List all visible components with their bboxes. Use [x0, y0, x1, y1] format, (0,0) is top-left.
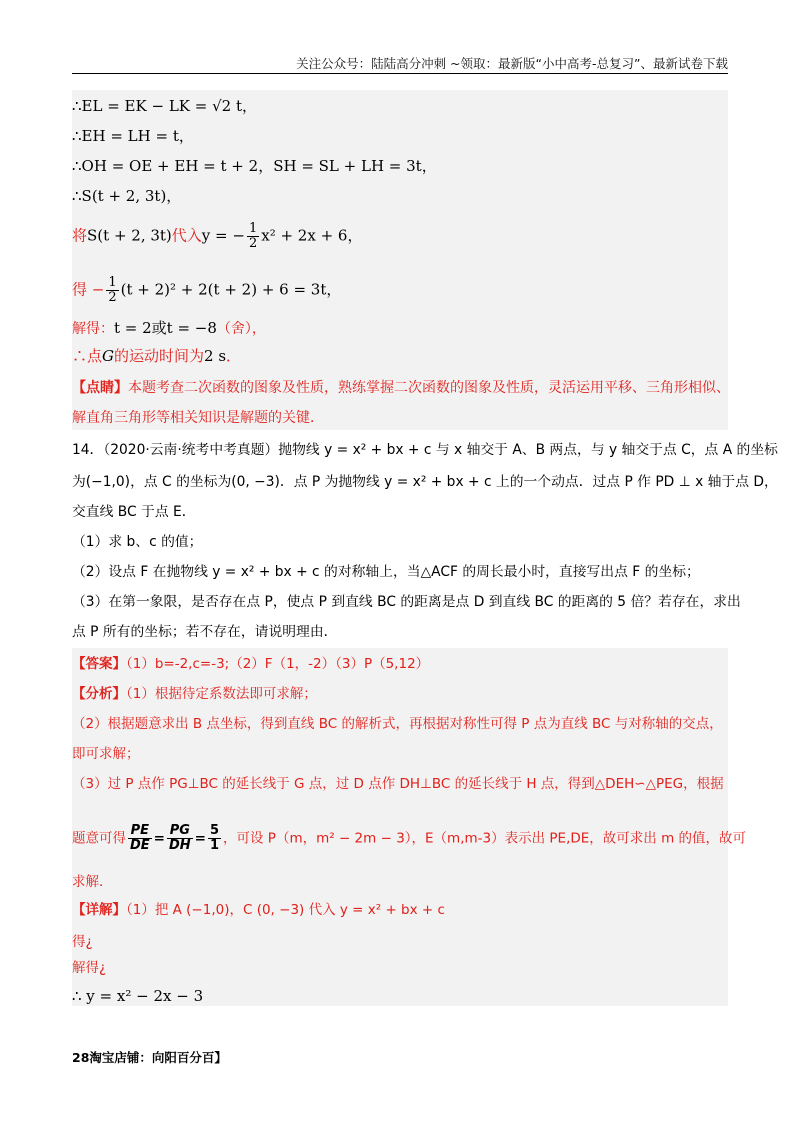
prev-fraction-half [247, 222, 259, 251]
analysis-line-1 [72, 684, 728, 704]
prev-line-6 [72, 276, 728, 305]
prev-line-5-eq: y = − [201, 226, 245, 245]
analysis-line-3c: 求解． [72, 874, 113, 890]
tip-line-2: 解直角三角形等相关知识是解题的关键． [72, 410, 324, 426]
q14-line-1: 14．（2020·云南·统考中考真题）抛物线 y = x² + bx + c 与 x 轴交于 A、B 两点，与 y 轴交于点 C，点 A 的坐标 [72, 442, 778, 458]
prev-line-6-rest: (t + 2)² + 2(t + 2) + 6 = 3t， [120, 280, 342, 299]
tip-text-1: 本题考查二次函数的图象及性质，熟练掌握二次函数的图象及性质，灵活运用平移、三角形相似、 [128, 380, 730, 396]
analysis-line-3b: 题意可得 $\frac{PE}{DE}$ = $\frac{PG}{DH}$ = $\frac{5}{1}$ ，可设 P（m，m² − 2m − 3），E（m,m-3）表示出 PE,DE，故可求出 m 的值，故可 [72, 823, 747, 853]
answer-label: 【答案】 [72, 656, 126, 672]
prev-line-6-pre: 得 − [72, 280, 105, 299]
frac-den: DH [168, 838, 191, 853]
prev-line-5 [72, 222, 728, 251]
prev-line-5-pre: 将 [72, 226, 88, 245]
frac-den: 2 [108, 290, 117, 305]
prev-line-8-val: 2 s [204, 347, 227, 365]
analysis-3b-post: ，可设 P（m，m² − 2m − 3），E（m,m-3）表示出 PE,DE，故可求出 m 的值，故可 [223, 830, 747, 847]
detail-line-3: 解得¿ [72, 960, 107, 976]
q14-line-2: 为(−1,0)，点 C 的坐标为(0, −3)．点 P 为抛物线 y = x² + bx + c 上的一个动点．过点 P 作 PD ⊥ x 轴于点 D， [72, 474, 778, 490]
answer-line [72, 654, 728, 674]
analysis-line-2b: 即可求解； [72, 746, 140, 762]
analysis-line-2a: （2）根据题意求出 B 点坐标，得到直线 BC 的解析式，再根据对称性可得 P 点为直线 BC 与对称轴的交点， [72, 716, 723, 732]
page-header: 关注公众号：陆陆高分冲刺 ~领取：最新版“小中高考-总复习”、最新试卷下载 [296, 56, 728, 71]
q14-part-3a: （3）在第一象限，是否存在点 P，使点 P 到直线 BC 的距离是点 D 到直线 BC 的距离的 5 倍？若存在，求出 [72, 594, 741, 610]
frac-num: 5 [209, 823, 220, 838]
prev-line-5-s: S(t + 2, 3t) [87, 226, 172, 245]
tip-line-1 [72, 378, 728, 398]
prev-line-8-end: ． [226, 347, 242, 365]
detail-line-4: ∴ y = x² − 2x − 3 [72, 987, 204, 1005]
detail-d1: （1）把 A (−1,0)，C (0, −3) 代入 y = x² + bx + c [126, 902, 445, 918]
answer-text: （1）b=-2,c=-3;（2）F（1，-2）（3）P（5,12） [126, 656, 430, 672]
prev-line-5-rest: x² + 2x + 6， [261, 226, 363, 245]
q14-part-1: （1）求 b、c 的值； [72, 534, 203, 550]
frac-den: 2 [248, 236, 258, 251]
q14-part-2: （2）设点 F 在抛物线 y = x² + bx + c 的对称轴上，当△ACF 的周长最小时，直接写出点 F 的坐标； [72, 564, 700, 580]
fraction-5-1 [208, 824, 221, 853]
fraction-pg-dh [167, 824, 193, 853]
prev-line-1: ∴EL = EK − LK = √2 t， [72, 97, 257, 115]
frac-num: 1 [108, 275, 117, 290]
analysis-a1: （1）根据待定系数法即可求解； [126, 686, 317, 702]
frac-num: 1 [248, 221, 258, 236]
analysis-3b-pre: 题意可得 [72, 830, 126, 847]
detail-line-1 [72, 900, 728, 920]
prev-line-8-mid: 的运动时间为 [114, 347, 205, 365]
fraction-pe-de [128, 824, 152, 853]
prev-line-7 [72, 318, 728, 339]
frac-num: PE [128, 824, 152, 839]
prev-line-8-pre: ∴点 [72, 347, 103, 365]
analysis-line-3a: （3）过 P 点作 PG⊥BC 的延长线于 G 点，过 D 点作 DH⊥BC 的延长线于 H 点，得到△DEH∽△PEG，根据 [72, 776, 724, 792]
frac-den: 1 [209, 838, 220, 853]
prev-line-7-eq: t = 2或t = −8 [114, 319, 217, 337]
q14-line-3: 交直线 BC 于点 E． [72, 504, 196, 520]
tip-label: 【点睛】 [72, 380, 128, 396]
prev-line-2: ∴EH = LH = t， [72, 127, 194, 145]
prev-line-8 [72, 346, 728, 366]
prev-line-7-label: 解得： [72, 321, 114, 337]
prev-line-5-mid: 代入 [171, 226, 202, 245]
frac-num: PG [167, 824, 193, 839]
prev-line-4: ∴S(t + 2, 3t)， [72, 187, 182, 205]
frac-den: DE [130, 838, 150, 853]
header-rule [72, 73, 728, 74]
detail-label: 【详解】 [72, 902, 126, 918]
detail-line-2: 得¿ [72, 934, 93, 950]
prev-line-7-note: （舍）， [216, 321, 266, 337]
q14-part-3b: 点 P 所有的坐标；若不存在，请说明理由． [72, 624, 338, 640]
prev-fraction-half-2 [106, 276, 118, 305]
page-footer: 28淘宝店铺：向阳百分百】 [72, 1050, 227, 1065]
prev-line-3: ∴OH = OE + EH = t + 2，SH = SL + LH = 3t， [72, 157, 437, 175]
prev-line-8-g: G [102, 347, 114, 365]
analysis-label: 【分析】 [72, 686, 126, 702]
